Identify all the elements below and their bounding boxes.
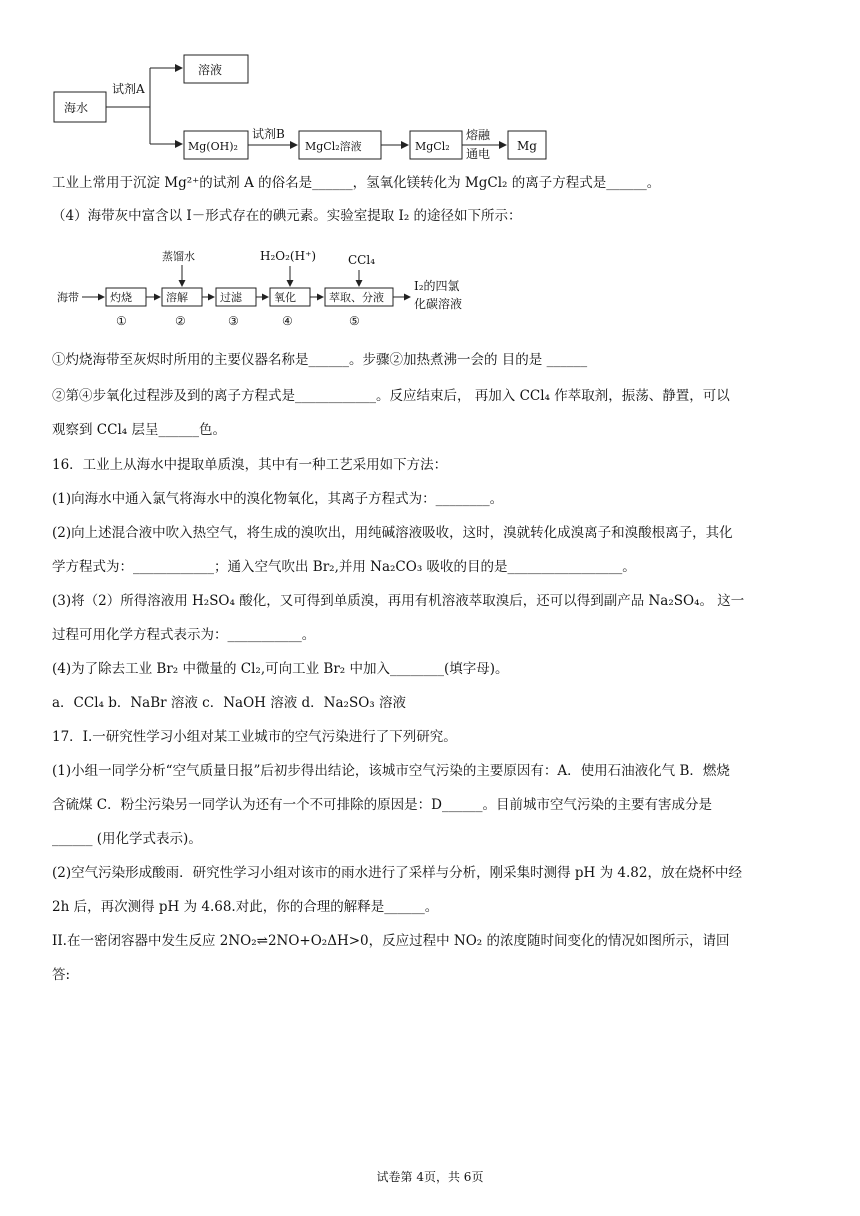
- label-step-dissolve: 溶解: [166, 291, 188, 304]
- page-footer: 试卷第 4页，共 6页: [376, 1170, 484, 1184]
- q17-title: 17．I.一研究性学习小组对某工业城市的空气污染进行了下列研究。: [52, 729, 457, 745]
- q17-II-line2: 答:: [52, 967, 71, 983]
- q16-part3-line1: (3)将（2）所得溶液用 H₂SO₄ 酸化，又可得到单质溴，再用有机溶液萃取溴后，还可以得到副产品 Na₂SO₄。 这一: [52, 593, 745, 609]
- q17-part1-line2: 含硫煤 C．粉尘污染另一同学认为还有一个不可排除的原因是：D______。目前城市空气污染的主要有害成分是: [52, 797, 712, 813]
- label-step-oxidize: 氧化: [274, 291, 296, 304]
- q16-part2-line2: 学方程式为：____________；通入空气吹出 Br₂,并用 Na₂CO₃ 吸收的目的是_________________。: [52, 559, 636, 575]
- step-number-2: ②: [175, 314, 186, 328]
- label-step-extract: 萃取、分液: [329, 291, 384, 304]
- q17-II-line1: II.在一密闭容器中发生反应 2NO₂⇌2NO+O₂ΔH>0，反应过程中 NO₂ 的浓度随时间变化的情况如图所示，请回: [52, 933, 730, 949]
- label-electrolysis: 通电: [466, 147, 491, 161]
- q16-part1: (1)向海水中通入氯气将海水中的溴化物氧化，其离子方程式为：________。: [52, 491, 504, 507]
- q15-sub2-line2: 观察到 CCl₄ 层呈______色。: [52, 422, 226, 438]
- label-molten: 熔融: [466, 128, 491, 142]
- label-seawater: 海水: [64, 101, 89, 115]
- q17-part1-line3: ______ (用化学式表示)。: [52, 831, 202, 847]
- label-product-1: I₂的四氯: [414, 279, 460, 293]
- q15-sub2-line1: ②第④步氧化过程涉及到的离子方程式是____________。反应结束后， 再加入 CCl₄ 作萃取剂，振荡、静置，可以: [52, 388, 730, 404]
- step-number-5: ⑤: [349, 314, 360, 328]
- label-mgcl2: MgCl₂: [415, 140, 450, 153]
- label-step-filter: 过滤: [220, 291, 242, 304]
- step-number-1: ①: [116, 314, 127, 328]
- q16-part2-line1: (2)向上述混合液中吹入热空气，将生成的溴吹出，用纯碱溶液吸收，这时，溴就转化成溴离子和溴酸根离子，其化: [52, 525, 733, 541]
- q17-part1-line1: (1)小组一同学分析“空气质量日报”后初步得出结论，该城市空气污染的主要原因有：A．使用石油液化气 B．燃烧: [52, 763, 730, 779]
- q17-part2-line2: 2h 后，再次测得 pH 为 4.68.对此，你的合理的解释是______。: [52, 899, 439, 915]
- step-number-3: ③: [228, 314, 239, 328]
- q16-title: 16．工业上从海水中提取单质溴，其中有一种工艺采用如下方法：: [52, 457, 448, 473]
- label-mgcl2-solution: MgCl₂溶液: [305, 140, 362, 153]
- label-product-2: 化碳溶液: [414, 297, 463, 311]
- label-h2o2: H₂O₂(H⁺): [260, 249, 317, 263]
- label-reagent-a: 试剂A: [112, 82, 145, 96]
- label-distilled-water: 蒸馏水: [162, 250, 195, 263]
- step-number-4: ④: [282, 314, 293, 328]
- label-step-burn: 灼烧: [110, 291, 132, 304]
- label-ccl4: CCl₄: [348, 253, 376, 267]
- label-kelp: 海带: [57, 291, 79, 304]
- label-reagent-b: 试剂B: [252, 127, 285, 141]
- q17-part2-line1: (2)空气污染形成酸雨．研究性学习小组对该市的雨水进行了采样与分析，刚采集时测得 pH 为 4.82，放在烧杯中经: [52, 865, 742, 881]
- q16-options: a．CCl₄ b．NaBr 溶液 c．NaOH 溶液 d．Na₂SO₃ 溶液: [52, 695, 406, 711]
- q15-precipitant-line: 工业上常用于沉淀 Mg²⁺的试剂 A 的俗名是______，氢氧化镁转化为 MgCl₂ 的离子方程式是______。: [52, 175, 661, 191]
- q15-sub1: ①灼烧海带至灰烬时所用的主要仪器名称是______。步骤②加热煮沸一会的 目的是 ______: [52, 352, 588, 368]
- q16-part3-line2: 过程可用化学方程式表示为：___________。: [52, 627, 316, 643]
- iodine-extraction-flow-diagram: [0, 0, 860, 340]
- q16-part4: (4)为了除去工业 Br₂ 中微量的 Cl₂,可向工业 Br₂ 中加入________(填字母)。: [52, 661, 509, 677]
- label-mgoh2: Mg(OH)₂: [188, 140, 238, 153]
- q15-part4-intro: （4）海带灰中富含以 I－形式存在的碘元素。实验室提取 I₂ 的途径如下所示：: [52, 208, 522, 224]
- label-mg: Mg: [517, 139, 537, 153]
- label-solution: 溶液: [198, 63, 223, 77]
